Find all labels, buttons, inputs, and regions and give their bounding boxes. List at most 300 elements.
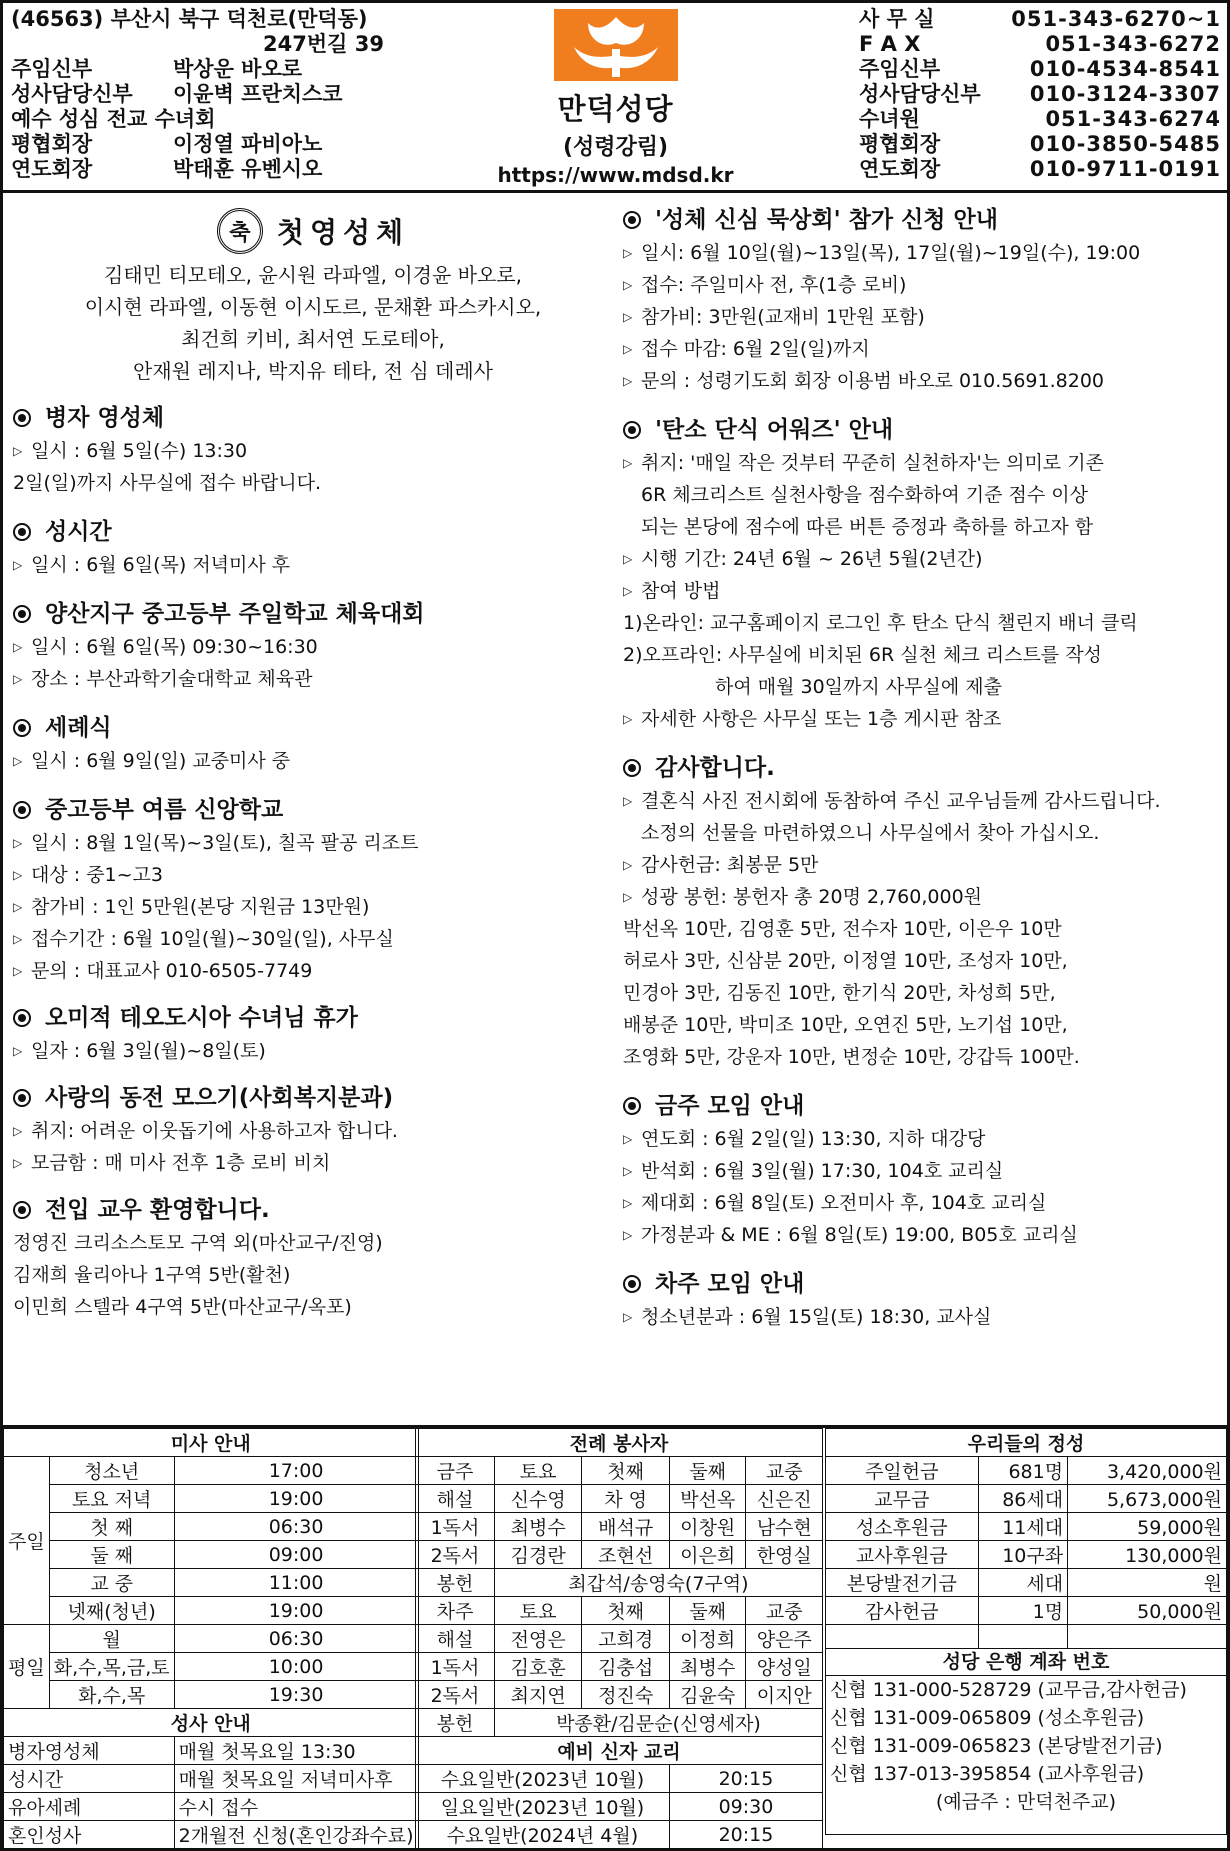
right-column (623, 203, 1223, 1333)
announcement-item (623, 269, 1223, 301)
first-communion-heading: 첫영성체 (276, 216, 410, 249)
liturgy-cell: 배석규 (582, 1513, 670, 1541)
section-title (13, 711, 613, 745)
section-title-text: '성체 신심 묵상회' 참가 신청 안내 (655, 207, 998, 233)
item-text: 자세한 사항은 사무실 또는 1층 게시판 참조 (641, 708, 1002, 730)
triangle-bullet-icon: ▷ (623, 374, 633, 388)
item-text: 되는 본당에 점수에 따른 버튼 증정과 축하를 하고자 함 (641, 516, 1094, 538)
offering-count: 86세대 (978, 1485, 1068, 1513)
header-key: 성사담당신부 (11, 82, 133, 106)
item-text: 참여 방법 (641, 580, 721, 602)
announcement-section (623, 203, 1223, 397)
header-value: 010-3850-5485 (1029, 132, 1221, 156)
liturgy-cell: 해설 (416, 1625, 495, 1653)
catechism-class: 수요일반(2023년 10월) (416, 1765, 670, 1793)
catechism-time: 20:15 (669, 1765, 822, 1793)
mass-time: 19:00 (174, 1597, 418, 1625)
bank-accounts (825, 1649, 1227, 1835)
triangle-bullet-icon: ▷ (13, 932, 23, 946)
mass-time: 17:00 (174, 1457, 418, 1485)
announcement-item (623, 849, 1223, 881)
header-row (11, 132, 511, 157)
liturgy-cell: 김경란 (494, 1541, 581, 1569)
item-text: 박선옥 10만, 김영훈 5만, 전수자 10만, 이은우 10만 (623, 918, 1062, 940)
offering-servers: 박종환/김문순(신영세자) (494, 1709, 822, 1737)
announcement-section (13, 711, 613, 777)
item-text: 일자 : 6월 3일(월)~8일(토) (31, 1040, 266, 1062)
triangle-bullet-icon: ▷ (13, 1044, 23, 1058)
announcement-item (623, 511, 1223, 543)
empty-cell (1068, 1625, 1227, 1649)
item-text: 일시 : 6월 6일(목) 09:30~16:30 (31, 636, 318, 658)
header-value: 010-9711-0191 (1029, 157, 1221, 181)
offering-amount: 5,673,000원 (1068, 1485, 1227, 1513)
announcement-item (623, 703, 1223, 735)
item-text: 청소년분과 : 6월 15일(토) 18:30, 교사실 (641, 1306, 992, 1328)
announcement-item (13, 859, 613, 891)
sacrament-info: 매월 첫목요일 저녁미사후 (174, 1765, 418, 1793)
announcement-item (13, 1147, 613, 1179)
triangle-bullet-icon: ▷ (623, 342, 633, 356)
item-text: 취지: '매일 작은 것부터 꾸준히 실천하자'는 의미로 기존 (641, 452, 1104, 474)
liturgy-cell: 2독서 (416, 1541, 495, 1569)
header-value: 이정열 파비아노 (173, 132, 323, 156)
section-title (13, 1193, 613, 1227)
sacrament-name: 혼인성사 (4, 1821, 175, 1849)
bullet-ring-icon (13, 801, 31, 819)
item-text: 대상 : 중1~고3 (31, 864, 163, 886)
announcement-item (13, 435, 613, 467)
announcement-section (623, 751, 1223, 1073)
section-title-text: 사랑의 동전 모으기(사회복지분과) (45, 1085, 394, 1111)
bullet-ring-icon (13, 719, 31, 737)
mass-name: 둘 째 (49, 1541, 174, 1569)
announcement-item (623, 913, 1223, 945)
announcement-item (623, 237, 1223, 269)
header-key: 주임신부 (859, 57, 941, 81)
offering-table (825, 1428, 1227, 1649)
section-title-text: 병자 영성체 (45, 405, 165, 431)
liturgy-cell: 이창원 (669, 1513, 746, 1541)
liturgy-cell: 전영은 (494, 1625, 581, 1653)
header-key: 성사담당신부 (859, 82, 981, 106)
sacrament-title: 성사 안내 (4, 1709, 419, 1737)
triangle-bullet-icon: ▷ (13, 672, 23, 686)
header-row (859, 157, 1221, 182)
item-text: 1)온라인: 교구홈페이지 로그인 후 탄소 단식 챌린지 배너 클릭 (623, 612, 1138, 634)
celebration-badge-icon: 축 (217, 208, 263, 254)
liturgy-header-cell: 토요 (494, 1597, 581, 1625)
header-value: 010-3124-3307 (1029, 82, 1221, 106)
announcement-item (13, 1259, 613, 1291)
header-row (859, 57, 1221, 82)
announcement-section (13, 1081, 613, 1179)
announcement-item (623, 607, 1223, 639)
liturgy-cell: 한영실 (746, 1541, 823, 1569)
announcement-section (623, 1267, 1223, 1333)
liturgy-cell: 신수영 (494, 1485, 581, 1513)
announcement-item (623, 1123, 1223, 1155)
header-value: 247번길 39 (263, 32, 384, 56)
liturgy-title: 전례 봉사자 (416, 1429, 823, 1457)
mass-name: 넷째(청년) (49, 1597, 174, 1625)
section-title (623, 203, 1223, 237)
announcement-item (623, 479, 1223, 511)
header-value: 010-4534-8541 (1029, 57, 1221, 81)
announcement-item (623, 1187, 1223, 1219)
sunday-label: 주일 (4, 1457, 50, 1625)
first-communion-title (13, 203, 613, 259)
catechism-class: 일요일반(2023년 10월) (416, 1793, 670, 1821)
announcement-item (13, 1291, 613, 1323)
liturgy-cell: 김윤숙 (669, 1681, 746, 1709)
section-title-text: 감사합니다. (655, 755, 775, 781)
bank-title: 성당 은행 계좌 번호 (826, 1649, 1226, 1676)
name-line: 안재원 레지나, 박지유 테타, 전 심 데레사 (133, 359, 493, 383)
liturgy-header-cell: 금주 (416, 1457, 495, 1485)
announcement-item (13, 955, 613, 987)
item-text: 민경아 3만, 김동진 10만, 한기식 20만, 차성희 5만, (623, 982, 1056, 1004)
header-row (859, 82, 1221, 107)
mass-name: 교 중 (49, 1569, 174, 1597)
item-text: 이민희 스텔라 4구역 5반(마산교구/옥포) (13, 1296, 352, 1318)
header-key (101, 32, 263, 57)
bullet-ring-icon (623, 759, 641, 777)
offering-amount: 50,000원 (1068, 1597, 1227, 1625)
catechism-class: 수요일반(2024년 4월) (416, 1821, 670, 1849)
item-text: 일시 : 6월 6일(목) 저녁미사 후 (31, 554, 291, 576)
liturgy-cell: 1독서 (416, 1513, 495, 1541)
header-value: 박상운 바오로 (173, 57, 303, 81)
liturgy-cell: 양은주 (746, 1625, 823, 1653)
church-url-link[interactable]: https://www.mdsd.kr (497, 163, 734, 187)
announcement-item (13, 467, 613, 499)
bullet-ring-icon (623, 421, 641, 439)
liturgy-cell: 최병수 (669, 1653, 746, 1681)
triangle-bullet-icon: ▷ (623, 456, 633, 470)
bullet-ring-icon (13, 409, 31, 427)
offering-label: 봉헌 (416, 1569, 495, 1597)
liturgy-header-cell: 교중 (746, 1597, 823, 1625)
announcement-item (623, 543, 1223, 575)
header-row (11, 157, 511, 182)
item-text: 제대회 : 6월 8일(토) 오전미사 후, 104호 교리실 (641, 1192, 1047, 1214)
mass-time: 11:00 (174, 1569, 418, 1597)
offering-name: 주일헌금 (826, 1457, 979, 1485)
empty-cell (826, 1625, 979, 1649)
header-row (11, 82, 511, 107)
liturgy-header-cell: 둘째 (669, 1597, 746, 1625)
offering-section (825, 1428, 1227, 1835)
bullet-ring-icon (623, 1275, 641, 1293)
liturgy-cell: 2독서 (416, 1681, 495, 1709)
church-branding (493, 9, 738, 187)
header (3, 3, 1227, 193)
liturgy-cell: 최지연 (494, 1681, 581, 1709)
item-text: 접수 마감: 6월 2일(일)까지 (641, 338, 870, 360)
liturgy-servers-table (415, 1428, 823, 1849)
offering-name: 교무금 (826, 1485, 979, 1513)
item-text: 2일(일)까지 사무실에 접수 바랍니다. (13, 472, 322, 494)
announcement-item (623, 785, 1223, 817)
liturgy-header-cell: 차주 (416, 1597, 495, 1625)
mass-time: 19:00 (174, 1485, 418, 1513)
announcement-item (623, 817, 1223, 849)
bank-account-line: 신협 131-009-065809 (성소후원금) (830, 1707, 1145, 1729)
item-text: 성광 봉헌: 봉헌자 총 20명 2,760,000원 (641, 886, 983, 908)
announcement-item (13, 631, 613, 663)
header-row (859, 107, 1221, 132)
header-row (11, 57, 511, 82)
item-text: 허로사 3만, 신삼분 20만, 이정열 10만, 조성자 10만, (623, 950, 1068, 972)
mass-time: 06:30 (174, 1513, 418, 1541)
mass-title: 미사 안내 (4, 1429, 419, 1457)
triangle-bullet-icon: ▷ (13, 868, 23, 882)
mass-time: 10:00 (174, 1653, 418, 1681)
section-title-text: 양산지구 중고등부 주일학교 체육대회 (45, 601, 425, 627)
announcement-section (13, 515, 613, 581)
liturgy-cell: 조현선 (582, 1541, 670, 1569)
liturgy-cell: 김호훈 (494, 1653, 581, 1681)
item-text: 배봉준 10만, 박미조 10만, 오연진 5만, 노기섭 10만, (623, 1014, 1068, 1036)
bullet-ring-icon (13, 523, 31, 541)
offering-title: 우리들의 정성 (826, 1429, 1227, 1457)
triangle-bullet-icon: ▷ (623, 1310, 633, 1324)
header-key: 평협회장 (11, 132, 93, 156)
announcement-item (13, 549, 613, 581)
left-announcements (13, 401, 613, 1323)
bullet-ring-icon (13, 1201, 31, 1219)
first-communion-section (13, 203, 613, 387)
triangle-bullet-icon: ▷ (623, 584, 633, 598)
bullet-ring-icon (13, 605, 31, 623)
liturgy-cell: 해설 (416, 1485, 495, 1513)
item-text: 결혼식 사진 전시회에 동참하여 주신 교우님들께 감사드립니다. (641, 790, 1161, 812)
mass-schedule-table (3, 1428, 419, 1849)
triangle-bullet-icon: ▷ (13, 444, 23, 458)
section-title (623, 1267, 1223, 1301)
announcement-item (623, 671, 1223, 703)
header-key: F A X (859, 32, 921, 56)
sacrament-name: 유아세례 (4, 1793, 175, 1821)
bank-account-line: 신협 131-000-528729 (교무금,감사헌금) (830, 1679, 1187, 1701)
announcement-item (623, 1219, 1223, 1251)
mass-time: 06:30 (174, 1625, 418, 1653)
announcement-item (623, 447, 1223, 479)
liturgy-header-cell: 첫째 (582, 1597, 670, 1625)
item-text: 6R 체크리스트 실천사항을 점수화하여 기준 점수 이상 (641, 484, 1088, 506)
catechism-time: 09:30 (669, 1793, 822, 1821)
church-name: 만덕성당 (557, 92, 674, 126)
section-title (623, 1089, 1223, 1123)
church-logo-icon (554, 9, 678, 81)
announcement-section (13, 597, 613, 695)
announcement-item (623, 365, 1223, 397)
header-row (859, 7, 1221, 32)
triangle-bullet-icon: ▷ (13, 964, 23, 978)
announcement-item (623, 881, 1223, 913)
header-value: 이윤벽 프란치스코 (173, 82, 343, 106)
right-announcements (623, 203, 1223, 1333)
triangle-bullet-icon: ▷ (623, 1164, 633, 1178)
section-title-text: '탄소 단식 어워즈' 안내 (655, 417, 894, 443)
weekday-label: 평일 (4, 1625, 50, 1709)
announcement-section (13, 793, 613, 987)
header-value: 051-343-6270~1 (1011, 7, 1221, 31)
triangle-bullet-icon: ▷ (13, 1124, 23, 1138)
item-text: 참가비 : 1인 5만원(본당 지원금 13만원) (31, 896, 370, 918)
announcement-item (623, 945, 1223, 977)
triangle-bullet-icon: ▷ (13, 1156, 23, 1170)
offering-name: 본당발전기금 (826, 1569, 979, 1597)
announcement-item (623, 301, 1223, 333)
liturgy-cell: 양성일 (746, 1653, 823, 1681)
item-text: 문의 : 대표교사 010-6505-7749 (31, 960, 313, 982)
liturgy-cell: 차 영 (582, 1485, 670, 1513)
section-title (13, 793, 613, 827)
offering-count: 1명 (978, 1597, 1068, 1625)
item-text: 취지: 어려운 이웃돕기에 사용하고자 합니다. (31, 1120, 398, 1142)
triangle-bullet-icon: ▷ (623, 1228, 633, 1242)
item-text: 접수기간 : 6월 10일(월)~30일(일), 사무실 (31, 928, 394, 950)
section-title-text: 금주 모임 안내 (655, 1093, 805, 1119)
announcement-section (13, 1001, 613, 1067)
header-key: 연도회장 (859, 157, 941, 181)
announcement-item (623, 1009, 1223, 1041)
bullet-ring-icon (623, 211, 641, 229)
mass-name: 토요 저녁 (49, 1485, 174, 1513)
contact-numbers (859, 7, 1221, 182)
bank-account-line: 신협 131-009-065823 (본당발전기금) (830, 1735, 1163, 1757)
section-title-text: 차주 모임 안내 (655, 1271, 805, 1297)
offering-amount: 130,000원 (1068, 1541, 1227, 1569)
sacrament-info: 2개월전 신청(혼인강좌수료) (174, 1821, 418, 1849)
header-key: 예수 성심 전교 수녀회 (11, 107, 216, 131)
offering-servers: 최갑석/송영숙(7구역) (494, 1569, 822, 1597)
header-key: (46563) 부산시 북구 덕천로(만덕동) (11, 7, 368, 31)
mass-name: 월 (49, 1625, 174, 1653)
header-row (859, 132, 1221, 157)
announcement-item (13, 827, 613, 859)
header-row (11, 107, 511, 132)
item-text: 2)오프라인: 사무실에 비치된 6R 실천 체크 리스트를 작성 (623, 644, 1102, 666)
sacrament-info: 수시 접수 (174, 1793, 418, 1821)
bottom-tables (3, 1425, 1227, 1851)
item-text: 장소 : 부산과학기술대학교 체육관 (31, 668, 313, 690)
bullet-ring-icon (13, 1009, 31, 1027)
triangle-bullet-icon: ▷ (623, 1196, 633, 1210)
liturgy-cell: 이정희 (669, 1625, 746, 1653)
item-text: 일시 : 6월 9일(일) 교중미사 중 (31, 750, 291, 772)
announcement-item (13, 663, 613, 695)
left-column (13, 203, 613, 1323)
announcement-item (623, 1155, 1223, 1187)
triangle-bullet-icon: ▷ (623, 794, 633, 808)
triangle-bullet-icon: ▷ (13, 900, 23, 914)
item-text: 김재희 율리아나 1구역 5반(활천) (13, 1264, 291, 1286)
liturgy-cell: 남수현 (746, 1513, 823, 1541)
liturgy-header-cell: 첫째 (582, 1457, 670, 1485)
liturgy-cell: 박선옥 (669, 1485, 746, 1513)
liturgy-cell: 최병수 (494, 1513, 581, 1541)
offering-amount: 원 (1068, 1569, 1227, 1597)
liturgy-cell: 1독서 (416, 1653, 495, 1681)
triangle-bullet-icon: ▷ (13, 558, 23, 572)
section-title (623, 751, 1223, 785)
announcement-item (623, 639, 1223, 671)
item-text: 일시 : 8월 1일(목)~3일(토), 칠곡 팔공 리조트 (31, 832, 419, 854)
triangle-bullet-icon: ▷ (623, 246, 633, 260)
section-title-text: 세례식 (45, 715, 112, 741)
bank-account-line: 신협 137-013-395854 (교사후원금) (830, 1763, 1145, 1785)
announcement-item (13, 891, 613, 923)
header-key: 수녀원 (859, 107, 920, 131)
offering-name: 성소후원금 (826, 1513, 979, 1541)
triangle-bullet-icon: ▷ (13, 640, 23, 654)
offering-count: 10구좌 (978, 1541, 1068, 1569)
mass-time: 19:30 (174, 1681, 418, 1709)
mass-name: 화,수,목,금,토 (49, 1653, 174, 1681)
bank-lines (826, 1676, 1226, 1788)
empty-cell (978, 1625, 1068, 1649)
mass-time: 09:00 (174, 1541, 418, 1569)
announcement-section (13, 1193, 613, 1323)
offering-label: 봉헌 (416, 1709, 495, 1737)
section-title-text: 성시간 (45, 519, 112, 545)
parish-address-staff (11, 7, 511, 182)
mass-name: 청소년 (49, 1457, 174, 1485)
offering-name: 교사후원금 (826, 1541, 979, 1569)
triangle-bullet-icon: ▷ (623, 1132, 633, 1146)
announcement-item (623, 575, 1223, 607)
item-text: 정영진 크리소스토모 구역 외(마산교구/진영) (13, 1232, 383, 1254)
announcement-item (623, 1301, 1223, 1333)
section-title (623, 413, 1223, 447)
name-line: 최건희 키비, 최서연 도로테아, (181, 327, 445, 351)
first-communion-names (13, 259, 613, 387)
offering-amount: 59,000원 (1068, 1513, 1227, 1541)
header-value: 051-343-6274 (1045, 107, 1221, 131)
announcement-item (13, 1227, 613, 1259)
church-subtitle: (성령강림) (562, 135, 669, 160)
item-text: 일시 : 6월 5일(수) 13:30 (31, 440, 248, 462)
bullet-ring-icon (13, 1089, 31, 1107)
liturgy-cell: 신은진 (746, 1485, 823, 1513)
item-text: 연도회 : 6월 2일(일) 13:30, 지하 대강당 (641, 1128, 986, 1150)
offering-count: 681명 (978, 1457, 1068, 1485)
liturgy-header-cell: 교중 (746, 1457, 823, 1485)
triangle-bullet-icon: ▷ (623, 712, 633, 726)
announcement-item (13, 923, 613, 955)
item-text: 시행 기간: 24년 6월 ~ 26년 5월(2년간) (641, 548, 983, 570)
triangle-bullet-icon: ▷ (13, 754, 23, 768)
section-title-text: 오미적 테오도시아 수녀님 휴가 (45, 1005, 358, 1031)
item-text: 하여 매월 30일까지 사무실에 제출 (715, 676, 1002, 698)
item-text: 소정의 선물을 마련하였으니 사무실에서 찾아 가십시오. (641, 822, 1100, 844)
sacrament-name: 병자영성체 (4, 1737, 175, 1765)
announcement-section (13, 401, 613, 499)
announcement-item (623, 1041, 1223, 1073)
header-key: 연도회장 (11, 157, 93, 181)
liturgy-header-cell: 둘째 (669, 1457, 746, 1485)
offering-count: 11세대 (978, 1513, 1068, 1541)
catechism-title: 예비 신자 교리 (416, 1737, 823, 1765)
header-row (11, 32, 511, 57)
header-key: 사 무 실 (859, 7, 935, 31)
section-title (13, 515, 613, 549)
liturgy-cell: 이은희 (669, 1541, 746, 1569)
announcement-section (623, 1089, 1223, 1251)
